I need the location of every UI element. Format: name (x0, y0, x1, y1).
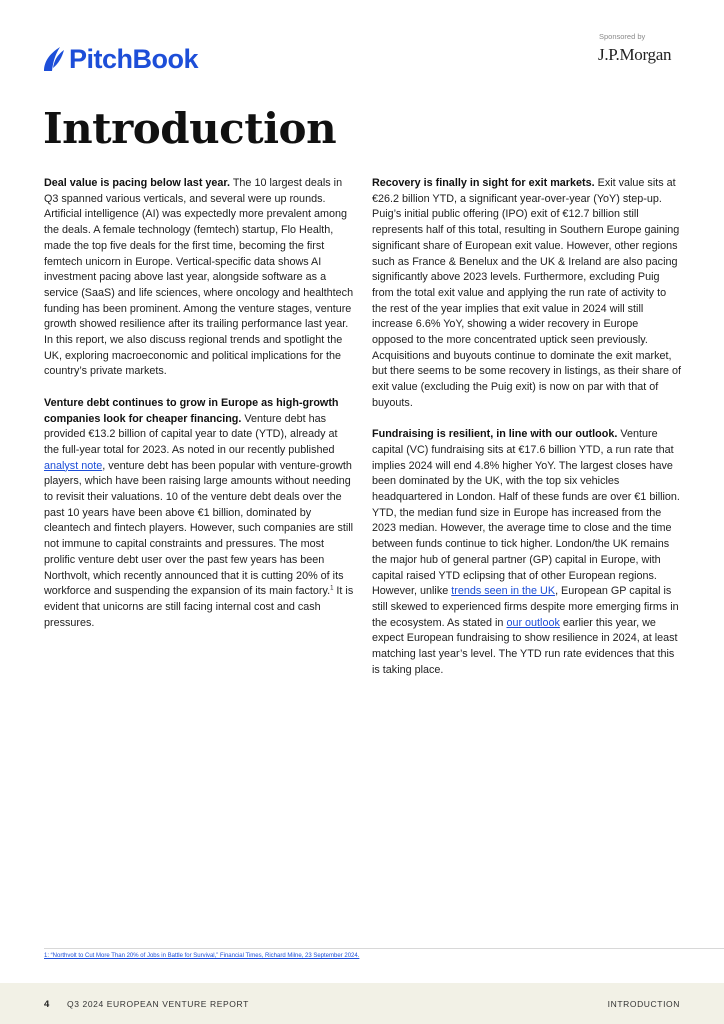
body-venture-debt-c: It is evident that unicorns are still facing internal cost and cash pressures. (44, 585, 354, 629)
lead-exit-markets: Recovery is finally in sight for exit markets. (372, 177, 595, 189)
body-fundraising-b: , European GP capital is still skewed to experienced firms despite more emerging firms in the ecosystem. As stated in (372, 585, 679, 629)
body-venture-debt-b: , venture debt has been popular with venture-growth players, which have been raising large amounts without needing to revisit their valuations. 10 of the venture debt deals over the past 10 years have been above €1 billion, dominated by cleantech and fintech players. However, such companies are still not immune to capital constraints and pressures. The most prolific venture debt user over the past few years has been Northvolt, which recently announced that it is cutting 20% of its workforce and suspending the expansion of its main factory. (44, 459, 354, 598)
body-exit-markets: Exit value sits at €26.2 billion YTD, a significant year-over-year (YoY) step-up. Puig’s initial public offering (IPO) exit of €12.7 billion still represents half of this total, resulting in Southern Europe gaining significant share of European exit value. However, other regions such as France & Benelux and the UK & Ireland are also pacing significantly above 2023 levels. Furthermore, excluding Puig from the total exit value and applying the run rate of activity to the rest of the year implies that exit value in 2024 will still increase 6.6% YoY, showing a wider recovery in Europe opposed to the more concentrated uptick seen previously. Acquisitions and buyouts continue to dominate the exit market, but there seems to be some recovery in listings, as their share of exit value (excluding the Puig exit) is now on par with that of buyouts. (372, 177, 682, 409)
footnote-divider (44, 948, 724, 949)
paragraph-fundraising (372, 427, 682, 678)
sponsor-label: Sponsored by (599, 32, 646, 41)
paragraph-exit-markets (372, 176, 682, 412)
page-title: Introduction (43, 104, 337, 153)
body-venture-debt-a: Venture debt has provided €13.2 billion of capital year to date (YTD), already at the full-year total for 2023. As noted in our recently published (44, 412, 338, 456)
trends-uk-link[interactable]: trends seen in the UK (451, 585, 556, 598)
footnote-marker[interactable]: 1 (330, 585, 334, 592)
footnote-link[interactable]: 1: “Northvolt to Cut More Than 20% of Jobs in Battle for Survival,” Financial Times, Richard Milne, 23 September 2024. (44, 953, 360, 959)
analyst-note-link[interactable]: analyst note (44, 459, 103, 472)
pitchbook-logo (40, 44, 198, 74)
logo-text: PitchBook (69, 44, 199, 74)
section-name: INTRODUCTION (607, 999, 680, 1009)
body-deal-value: The 10 largest deals in Q3 spanned various verticals, and several were up rounds. Artificial intelligence (AI) was expectedly more prevalent among the deals. A female technology (femtech) startup, Flo Health, made the top five deals for the first time, becoming the first femtech unicorn in Europe. Vertical-specific data shows AI investment pacing above last year, alongside software as a service (SaaS) and life sciences, where oncology and healthtech funding has been prominent. Among the venture stages, venture growth showed resilience after its trailing performance last year. In this report, we also discuss regional trends and spotlight the UK, exploring macroeconomic and political implications for the country’s private markets. (44, 177, 354, 378)
sponsor-logo: J.P.Morgan (598, 45, 672, 64)
report-name: Q3 2024 EUROPEAN VENTURE REPORT (67, 999, 249, 1009)
paragraph-venture-debt (44, 396, 354, 632)
page-number: 4 (44, 999, 50, 1010)
body-fundraising-a: Venture capital (VC) fundraising sits at €17.6 billion YTD, a run rate that implies 2024 will end 4.8% higher YoY. The largest closes have been dominated by the UK, with the top six vehicles headquartered in London. Half of these funds are over €1 billion. YTD, the median fund size in Europe has increased from the 2023 median. However, the average time to close and the time between funds continue to tick higher. London/the UK remains the major hub of general partner (GP) capital in Europe, with capital raised YTD eclipsing that of other European regions. However, unlike (372, 428, 680, 598)
right-column (372, 176, 682, 694)
lead-venture-debt: Venture debt continues to grow in Europe as high-growth companies look for cheaper financing. (44, 396, 339, 425)
pitchbook-leaf-icon (40, 44, 66, 74)
lead-fundraising: Fundraising is resilient, in line with our outlook. (372, 428, 618, 441)
paragraph-deal-value (44, 176, 354, 380)
lead-deal-value: Deal value is pacing below last year. (44, 177, 231, 189)
page-footer (0, 983, 724, 1024)
our-outlook-link[interactable]: our outlook (506, 616, 560, 629)
body-fundraising-c: earlier this year, we expect European fundraising to show resilience in 2024, at least matching last year’s level. The YTD run rate evidences that this is taking place. (372, 616, 678, 676)
left-column (44, 176, 354, 647)
